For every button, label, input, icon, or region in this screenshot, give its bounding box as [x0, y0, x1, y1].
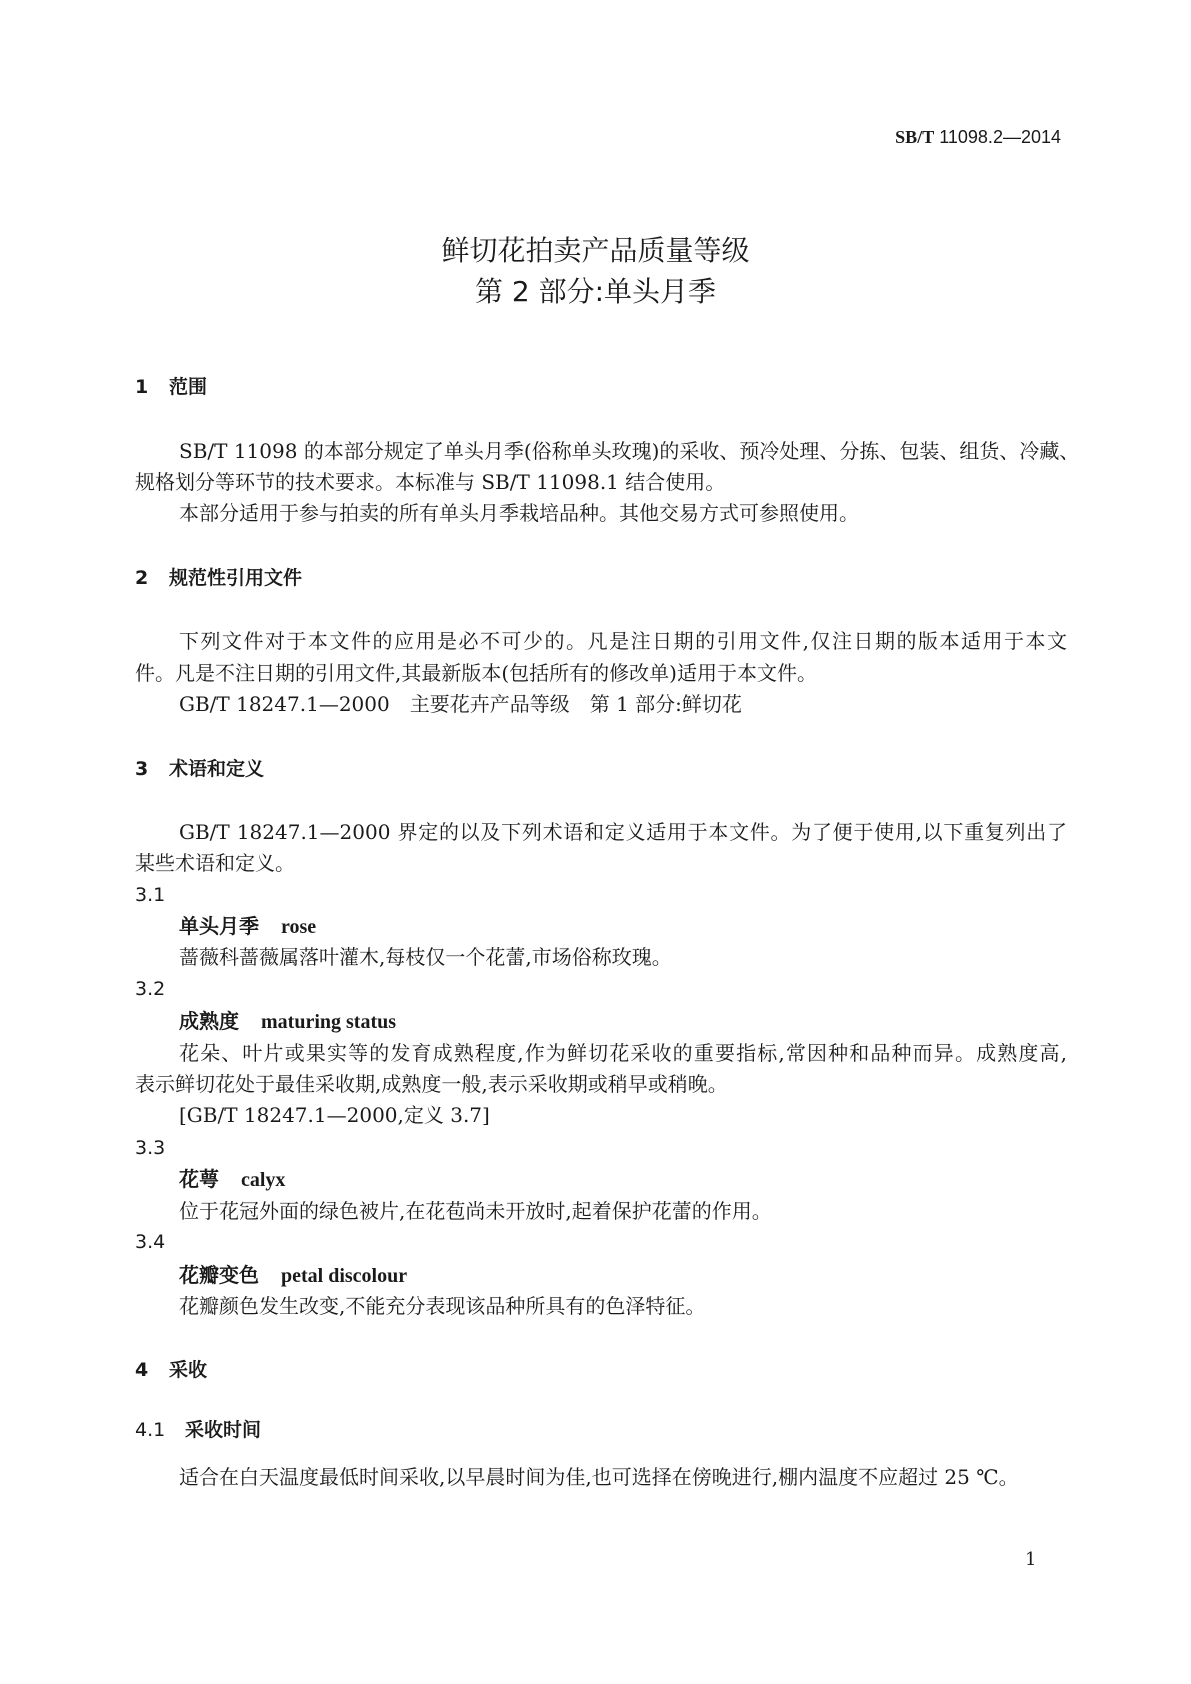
subsection-heading: 4.1 采收时间 [135, 1419, 262, 1441]
reference-item: GB/T 18247.1—2000 主要花卉产品等级 第 1 部分:鲜切花 [179, 692, 742, 716]
term-title: 花瓣变色 petal discolour [179, 1263, 408, 1287]
paragraph-line: 某些术语和定义。 [135, 851, 295, 875]
paragraph-line: SB/T 11098 的本部分规定了单头月季(俗称单头玫瑰)的采收、预冷处理、分拣、包装、组货、冷藏、 [179, 439, 1080, 463]
term-title: 花萼 calyx [179, 1167, 286, 1191]
term-definition: 表示鲜切花处于最佳采收期,成熟度一般,表示采收期或稍早或稍晚。 [135, 1072, 728, 1096]
section-heading: 3 术语和定义 [135, 758, 265, 780]
term-source: [GB/T 18247.1—2000,定义 3.7] [179, 1103, 490, 1127]
term-title: 成熟度 maturing status [179, 1009, 397, 1033]
term-definition: 蔷薇科蔷薇属落叶灌木,每枝仅一个花蕾,市场俗称玫瑰。 [179, 945, 672, 969]
section-heading: 2 规范性引用文件 [135, 567, 303, 589]
paragraph-line: 本部分适用于参与拍卖的所有单头月季栽培品种。其他交易方式可参照使用。 [179, 501, 859, 525]
term-number: 3.1 [135, 884, 166, 906]
paragraph-line: 适合在白天温度最低时间采收,以早晨时间为佳,也可选择在傍晚进行,棚内温度不应超过 25 ℃。 [179, 1465, 1019, 1489]
paragraph-line: 下列文件对于本文件的应用是必不可少的。凡是注日期的引用文件,仅注日期的版本适用于本文 [179, 629, 1067, 653]
doc-title: 鲜切花拍卖产品质量等级 [441, 234, 750, 267]
paragraph-line: GB/T 18247.1—2000 界定的以及下列术语和定义适用于本文件。为了便于使用,以下重复列出了 [179, 820, 1067, 844]
paragraph-line: 规格划分等环节的技术要求。本标准与 SB/T 11098.1 结合使用。 [135, 470, 726, 494]
section-heading: 4 采收 [135, 1359, 208, 1381]
section-heading: 1 范围 [135, 376, 208, 398]
page-number: 1 [1025, 1549, 1037, 1570]
standard-code: SB/T 11098.2—2014 [895, 127, 1061, 147]
doc-subtitle: 第 2 部分:单头月季 [474, 275, 717, 308]
term-definition: 花瓣颜色发生改变,不能充分表现该品种所具有的色泽特征。 [179, 1294, 706, 1318]
paragraph-line: 件。凡是不注日期的引用文件,其最新版本(包括所有的修改单)适用于本文件。 [135, 661, 817, 685]
term-number: 3.4 [135, 1231, 166, 1253]
term-definition: 位于花冠外面的绿色被片,在花苞尚未开放时,起着保护花蕾的作用。 [179, 1199, 772, 1223]
term-number: 3.3 [135, 1137, 166, 1159]
term-title: 单头月季 rose [179, 914, 317, 938]
term-definition: 花朵、叶片或果实等的发育成熟程度,作为鲜切花采收的重要指标,常因种和品种而异。成熟度高, [179, 1041, 1067, 1065]
term-number: 3.2 [135, 978, 166, 1000]
